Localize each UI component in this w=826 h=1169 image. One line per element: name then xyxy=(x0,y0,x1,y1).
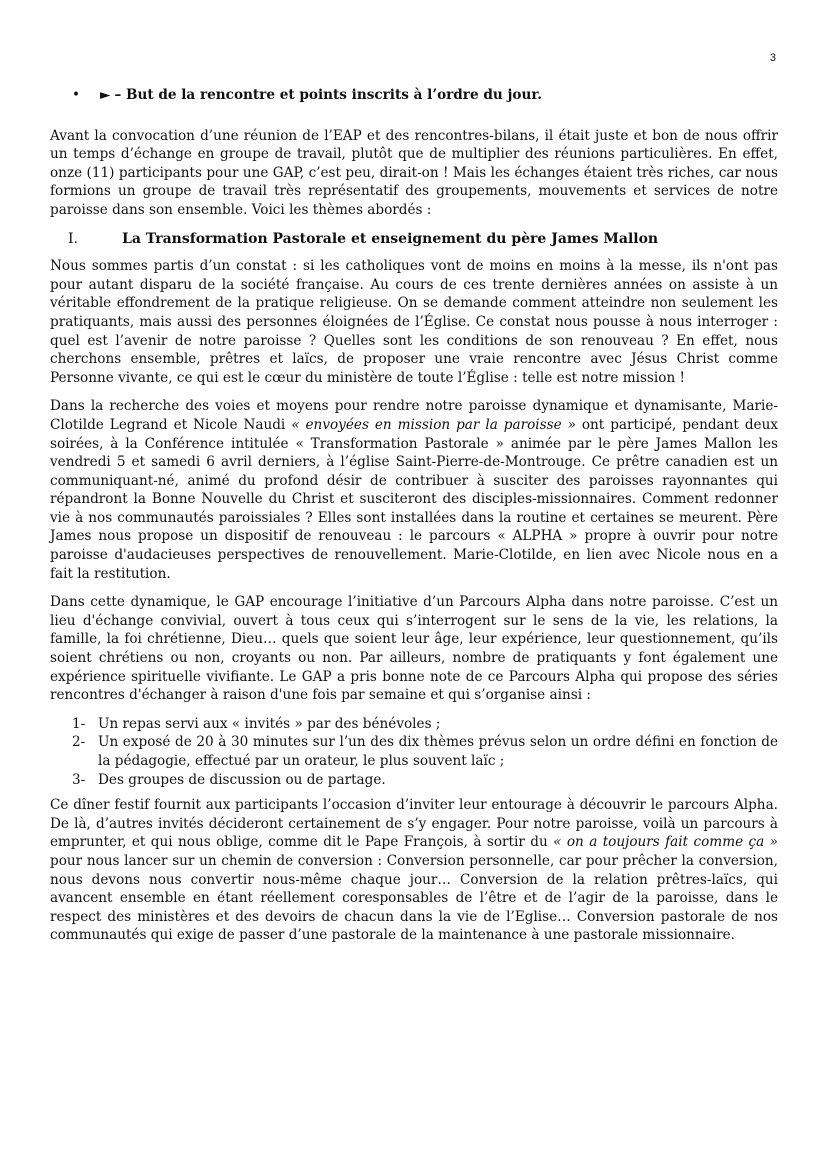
intro-paragraph: Avant la convocation d’une réunion de l’EAP et des rencontres-bilans, il était juste et bon de nous offrir un temps d’échange en groupe de travail, plutôt que de multiplier des réunions particulières. En effet, onze (11) participants pour une GAP, c’est peu, dirait-on ! Mais les échanges étaient très riches, car nous formions un groupe de travail très représentatif des groupements, mouvements et services de notre paroisse dans son ensemble. Voici les thèmes abordés : xyxy=(50,127,778,218)
document-body xyxy=(50,86,778,955)
paragraph-conversion xyxy=(50,796,778,945)
agenda-heading xyxy=(50,86,778,105)
agenda-heading-text: – But de la rencontre et points inscrits à l’ordre du jour. xyxy=(114,87,542,103)
list-item-text: Des groupes de discussion ou de partage. xyxy=(98,771,386,788)
paragraph-conversion-end: pour nous lancer sur un chemin de conversion : Conversion personnelle, car pour prêcher la conversion, nous devons nous convertir nous-même chaque jour… Conversion de la relation prêtres-laïcs, qui avancent ensemble en étant réellement coresponsables de l’être et de l’agir de la paroisse, dans le respect des ministères et des devoirs de chacun dans la vie de l’Eglise… Conversion pastorale de nos communautés qui exige de passer d’une pastorale de la maintenance à une pastorale missionnaire. xyxy=(50,852,778,944)
paragraph-alpha: Dans cette dynamique, le GAP encourage l’initiative d’un Parcours Alpha dans notre paroisse. C’est un lieu d'échange convivial, ouvert à tous ceux qui s’interrogent sur le sens de la vie, les relations, la famille, la foi chrétienne, Dieu… quels que soient leur âge, leur expérience, leur questionnement, qu’ils soient chrétiens ou non, croyants ou non. Par ailleurs, nombre de pratiquants y font également une expérience spirituelle vivifiante. Le GAP a pris bonne note de ce Parcours Alpha qui propose des séries rencontres d'échanger à raison d'une fois par semaine et qui s’organise ainsi : xyxy=(50,594,778,704)
list-item xyxy=(50,771,778,790)
paragraph-conversion-quote: « on a toujours fait comme ça » xyxy=(553,834,778,851)
list-item xyxy=(50,733,778,770)
list-item-number: 1- xyxy=(72,715,86,732)
section-title: La Transformation Pastorale et enseignement du père James Mallon xyxy=(122,230,659,247)
list-item-number: 2- xyxy=(72,734,86,751)
bullet-icon: • xyxy=(72,87,81,103)
paragraph-conference-end: ont participé, pendant deux soirées, à la Conférence intitulée « Transformation Pastorale » animée par le père James Mallon les vendredi 5 et samedi 6 avril derniers, à l’église Saint-Pierre-de-Montrouge. Ce prêtre canadien est un communiquant-né, animé du profond désir de contribuer à susciter des paroisses rayonnantes qui répandront la Bonne Nouvelle du Christ et susciteront des disciples-missionnaires. Comment redonner vie à nos communautés paroissiales ? Elles sont installées dans la routine et certaines se meurent. Père James nous propose un dispositif de renouveau : le parcours « ALPHA » propre à ouvrir pour notre paroisse d'audacieuses perspectives de renouvellement. Marie-Clotilde, en lien avec Nicole nous en a fait la restitution. xyxy=(50,416,778,582)
page-number: 3 xyxy=(769,52,776,64)
paragraph-conference-quote: « envoyées en mission par la paroisse » xyxy=(291,416,576,433)
paragraph-conference xyxy=(50,397,778,583)
list-item-text: Un repas servi aux « invités » par des bénévoles ; xyxy=(98,715,441,732)
list-item xyxy=(50,715,778,734)
section-heading xyxy=(50,230,778,249)
section-number: I. xyxy=(68,230,78,247)
arrow-icon: ► xyxy=(100,87,111,103)
paragraph-conference-start: Dans la recherche des voies et moyens pour rendre notre paroisse dynamique et dynamisante, Marie-Clotilde Legrand et Nicole Naudi xyxy=(50,398,778,433)
list-item-number: 3- xyxy=(72,771,86,788)
paragraph-conversion-start: Ce dîner festif fournit aux participants l’occasion d’inviter leur entourage à découvrir le parcours Alpha. De là, d’autres invités décideront certainement de s’y engager. Pour notre paroisse, voilà un parcours à emprunter, et qui nous oblige, comme dit le Pape François, à sortir du xyxy=(50,797,778,851)
alpha-steps-list xyxy=(50,715,778,789)
list-item-text: Un exposé de 20 à 30 minutes sur l’un des dix thèmes prévus selon un ordre défini en fonction de la pédagogie, effectué par un orateur, le plus souvent laïc ; xyxy=(98,734,778,769)
paragraph-constat: Nous sommes partis d’un constat : si les catholiques vont de moins en moins à la messe, ils n'ont pas pour autant disparu de la société française. Au cours de ces trente dernières années on assiste à un véritable effondrement de la pratique religieuse. On se demande comment atteindre non seulement les pratiquants, mais aussi des personnes éloignées de l’Église. Ce constat nous pousse à nous interroger : quel est l’avenir de notre paroisse ? Quelles sont les conditions de son renouveau ? En effet, nous cherchons ensemble, prêtres et laïcs, de proposer une vraie rencontre avec Jésus Christ comme Personne vivante, ce qui est le cœur du ministère de toute l’Église : telle est notre mission ! xyxy=(50,258,778,386)
